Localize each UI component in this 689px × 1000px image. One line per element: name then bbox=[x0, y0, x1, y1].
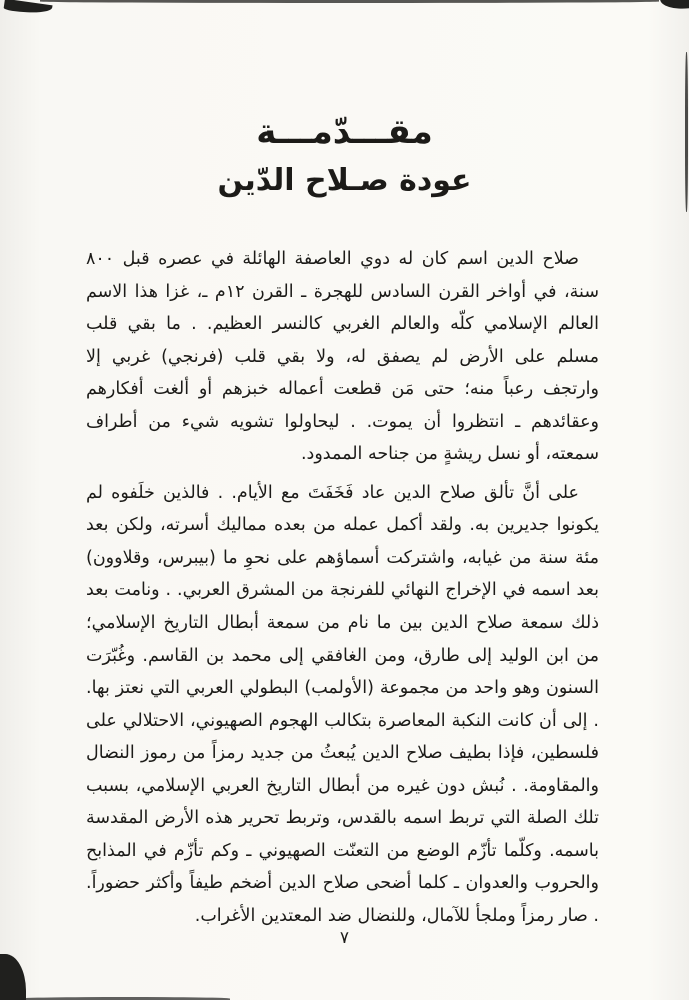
chapter-title: مقـــدّمـــة bbox=[256, 112, 433, 152]
chapter-heading bbox=[0, 112, 689, 199]
scan-artifact-top-right-corner bbox=[660, 0, 689, 11]
body-text-block bbox=[86, 243, 599, 938]
scan-artifact-top-edge bbox=[40, 0, 659, 3]
scan-artifact-top-left-corner bbox=[3, 0, 52, 16]
paragraph-2: على أنَّ تألق صلاح الدين عاد فَخَفَتَ مع الأيام. . فالذين خلَفوه لم يكونوا جديرين به. ولقد أكمل عمله من بعده مماليك أسرته، ولكن بعد مئة سنة من غيابه، واشتركت أسماؤهم على نحوِ ما (بيبرس، وقلاوون) بعد اسمه في الإخراج النهائي للفرنجة من المشرق العربي. . ونامت بعد ذلك سمعة صلاح الدين بين ما نام من سمعة أبطال التاريخ الإسلامي؛ من ابن الوليد إلى طارق، ومن الغافقي إلى محمد بن القاسم. وغُبّرَت السنون وهو واحد من مجموعة (الأولمب) البطولي العربي التي نعتز بها. . إلى أن كانت النكبة المعاصرة بتكالب الهجوم الصهيوني، الاحتلالي على فلسطين، فإذا بطيف صلاح الدين يُبعثُ من جديد رمزاً من رموز النضال والمقاومة. . نُبش دون غيره من أبطال التاريخ العربي الإسلامي، بسبب تلك الصلة التي تربط اسمه بالقدس، وتربط تحرير هذه الأرض المقدسة باسمه. وكلّما تأزّم الوضع من التعنّت الصهيوني ـ وكم تأزّم في المذابح والحروب والعدوان ـ كلما أضحى صلاح الدين أضخم طيفاً وأكثر حضوراً. . صار رمزاً وملجأ للآمال، وللنضال ضد المعتدين الأغراب. bbox=[86, 482, 599, 926]
paragraph-1: صلاح الدين اسم كان له دوي العاصفة الهائلة في عصره قبل ٨٠٠ سنة، في أواخر القرن السادس للهجرة ـ القرن ١٢م ـ، غزا هذا الاسم العالم الإسلامي كلّه والعالم الغربي كالنسر العظيم. . ما بقي قلب مسلم على الأرض لم يصفق له، ولا بقي قلب (فرنجي) غربي إلا وارتجف رعباً منه؛ حتى مَن قطعت أعماله خبزهم أو ألغت أفكارهم وعقائدهم ـ انتظروا أن يموت. . ليحاولوا تشويه شيء من أطراف سمعته، أو نسل ريشةٍ من جناحه الممدود. bbox=[86, 249, 599, 465]
chapter-subtitle: عودة صـلاح الدّين bbox=[217, 162, 472, 198]
scan-artifact-bottom-left-corner bbox=[0, 954, 26, 1000]
page-number: ٧ bbox=[339, 928, 350, 948]
